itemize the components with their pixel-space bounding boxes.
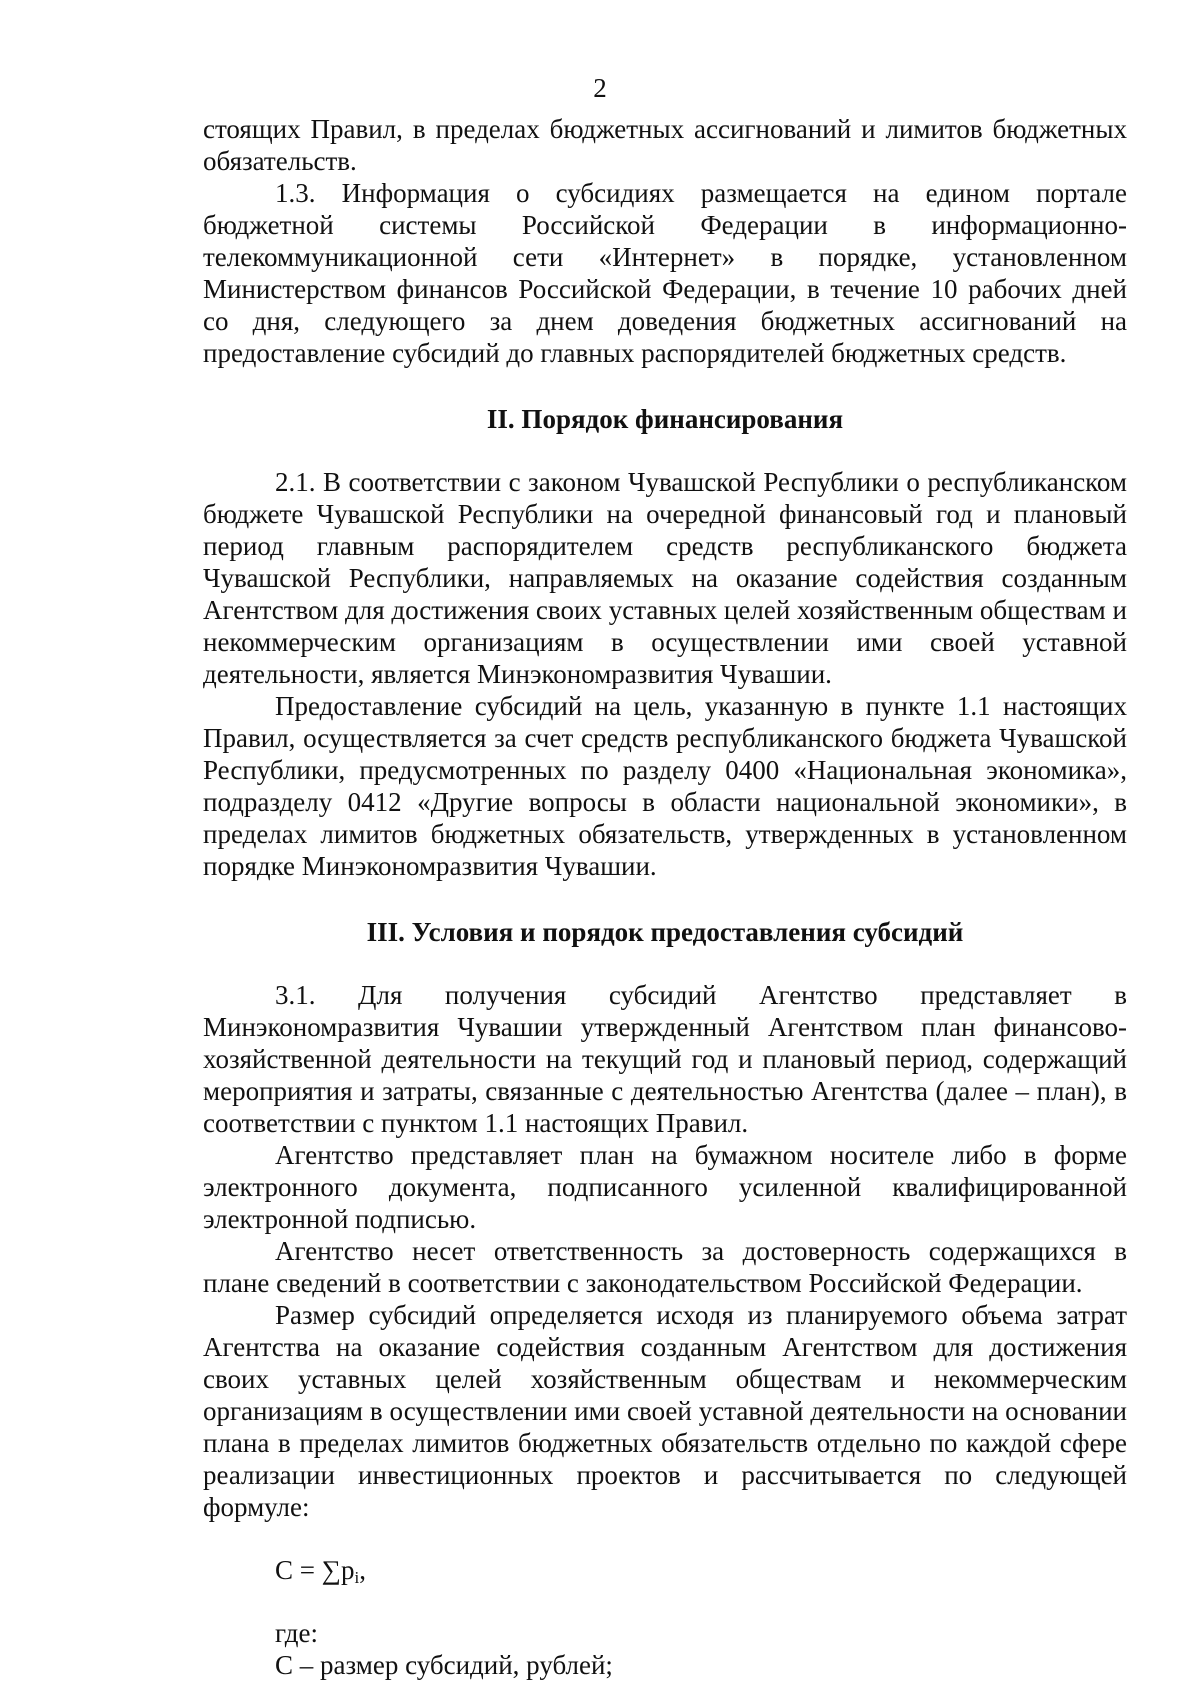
paragraph-1-3: 1.3. Информация о субсидиях размещается на едином портале бюджетной системы Российской Федерации в информационно-телекоммуникационной сети «Интернет» в порядке, установленном Министерством финансов Российской Федерации, в течение 10 рабочих дней со дня, следующего за днем доведения бюджетных ассигнований на предоставление субсидий до главных распорядителей бюджетных средств. xyxy=(203,178,1127,368)
formula-main: С = ∑p xyxy=(275,1555,355,1585)
where-label: где: xyxy=(275,1618,318,1648)
page-number: 2 xyxy=(593,73,607,103)
formula-subscript: i xyxy=(354,1568,360,1587)
intro-continuation-paragraph: стоящих Правил, в пределах бюджетных ассигнований и лимитов бюджетных обязательств. xyxy=(203,114,1127,176)
paragraph-responsibility: Агентство несет ответственность за достоверность содержащихся в плане сведений в соответствии с законодательством Российской Федерации. xyxy=(203,1236,1127,1298)
formula-tail: , xyxy=(359,1555,366,1585)
section-2-heading: II. Порядок финансирования xyxy=(486,404,844,434)
section-3-heading: III. Условия и порядок предоставления субсидий xyxy=(366,917,964,947)
paragraph-2-1-funding: Предоставление субсидий на цель, указанную в пункте 1.1 настоящих Правил, осуществляется за счет средств республиканского бюджета Чувашской Республики, предусмотренных по разделу 0400 «Национальная экономика», подразделу 0412 «Другие вопросы в области национальной экономики», в пределах лимитов бюджетных обязательств, утвержденных в установленном порядке Минэкономразвития Чувашии. xyxy=(203,691,1127,881)
paragraph-3-1: 3.1. Для получения субсидий Агентство представляет в Минэкономразвития Чувашии утвержденный Агентством план финансово-хозяйственной деятельности на текущий год и плановый период, содержащий мероприятия и затраты, связанные с деятельностью Агентства (далее – план), в соответствии с пунктом 1.1 настоящих Правил. xyxy=(203,980,1127,1138)
paragraph-plan-format: Агентство представляет план на бумажном носителе либо в форме электронного документа, подписанного усиленной квалифицированной электронной подписью. xyxy=(203,1140,1127,1234)
paragraph-subsidy-size: Размер субсидий определяется исходя из планируемого объема затрат Агентства на оказание содействия созданным Агентством для достижения своих уставных целей хозяйственным обществам и некоммерческим организациям в осуществлении ими своей уставной деятельности на основании плана в пределах лимитов бюджетных обязательств отдельно по каждой сфере реализации инвестиционных проектов и рассчитывается по следующей формуле: xyxy=(203,1300,1127,1522)
paragraph-2-1: 2.1. В соответствии с законом Чувашской Республики о республиканском бюджете Чувашской Республики на очередной финансовый год и плановый период главным распорядителем средств республиканского бюджета Чувашской Республики, направляемых на оказание содействия созданным Агентством для достижения своих уставных целей хозяйственным обществам и некоммерческим организациям в осуществлении ими своей уставной деятельности, является Минэкономразвития Чувашии. xyxy=(203,467,1127,689)
definition-c: С – размер субсидий, рублей; xyxy=(275,1650,613,1680)
subsidy-formula xyxy=(203,1554,1127,1586)
document-body xyxy=(203,113,1127,1681)
